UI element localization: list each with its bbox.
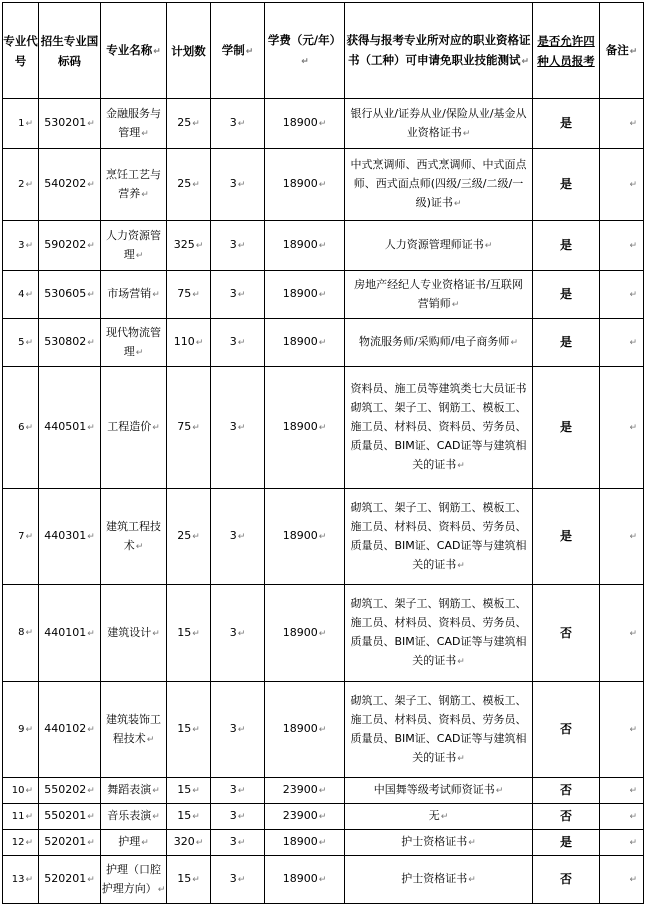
note-cell [600, 319, 644, 367]
national-code-cell: 440102↵ [39, 682, 101, 778]
plan-cell: 15↵ [167, 585, 211, 682]
paragraph-mark: ↵ [87, 786, 95, 796]
paragraph-mark: ↵ [25, 337, 33, 348]
paragraph-mark: ↵ [25, 531, 33, 542]
paragraph-mark: ↵ [629, 838, 637, 848]
paragraph-mark: ↵ [237, 725, 246, 735]
national-code-cell: 440101↵ [39, 585, 101, 682]
row-number: 6↵ [3, 367, 39, 489]
table-row [3, 804, 644, 830]
tuition-cell: 18900↵ [265, 99, 345, 149]
paragraph-mark: ↵ [141, 838, 149, 848]
paragraph-mark: ↵ [237, 338, 246, 348]
paragraph-mark: ↵ [192, 290, 200, 300]
header-years: 学制↵ [211, 3, 265, 99]
national-code-cell: 520201↵ [39, 830, 101, 856]
allow-cell: 是 [533, 489, 600, 585]
major-name-cell: 建筑设计↵ [101, 585, 167, 682]
paragraph-mark: ↵ [245, 46, 254, 57]
certificate-cell: 砌筑工、架子工、钢筋工、模板工、施工员、材料员、资料员、劳务员、质量员、BIM证、CAD证等与建筑相关的证书↵ [345, 585, 533, 682]
paragraph-mark: ↵ [25, 874, 33, 885]
paragraph-mark: ↵ [87, 838, 95, 848]
allow-cell: 是 [533, 99, 600, 149]
major-name-cell: 建筑工程技术↵ [101, 489, 167, 585]
paragraph-mark: ↵ [87, 180, 95, 190]
years-cell: 3↵ [211, 271, 265, 319]
allow-cell: 是 [533, 271, 600, 319]
paragraph-mark: ↵ [192, 628, 200, 639]
table-row [3, 271, 644, 319]
allow-cell: 是 [533, 149, 600, 221]
tuition-cell: 23900↵ [265, 778, 345, 804]
paragraph-mark: ↵ [318, 875, 327, 885]
major-name-cell: 人力资源管理↵ [101, 221, 167, 271]
paragraph-mark: ↵ [462, 128, 471, 139]
tuition-cell: 18900↵ [265, 149, 345, 221]
allow-cell: 否 [533, 778, 600, 804]
paragraph-mark: ↵ [453, 199, 462, 209]
paragraph-mark: ↵ [318, 628, 327, 639]
national-code-cell: 590202↵ [39, 221, 101, 271]
paragraph-mark: ↵ [318, 532, 327, 542]
paragraph-mark: ↵ [495, 786, 504, 796]
row-number: 3↵ [3, 221, 39, 271]
plan-cell: 110↵ [167, 319, 211, 367]
paragraph-mark: ↵ [237, 786, 246, 796]
paragraph-mark: ↵ [318, 119, 327, 129]
years-cell: 3↵ [211, 585, 265, 682]
years-cell: 3↵ [211, 99, 265, 149]
paragraph-mark: ↵ [521, 56, 530, 67]
paragraph-mark: ↵ [87, 119, 95, 129]
note-cell [600, 149, 644, 221]
years-cell: 3↵ [211, 804, 265, 830]
plan-cell: 320↵ [167, 830, 211, 856]
paragraph-mark: ↵ [237, 180, 246, 190]
tuition-cell: 18900↵ [265, 830, 345, 856]
paragraph-mark: ↵ [192, 786, 200, 796]
tuition-cell: 18900↵ [265, 319, 345, 367]
note-cell [600, 221, 644, 271]
paragraph-mark: ↵ [629, 812, 637, 822]
tuition-cell: 18900↵ [265, 682, 345, 778]
paragraph-mark: ↵ [318, 812, 327, 822]
years-cell: 3↵ [211, 319, 265, 367]
paragraph-mark: ↵ [629, 725, 637, 735]
major-name-cell: 建筑装饰工程技术↵ [101, 682, 167, 778]
certificate-cell: 银行从业/证券从业/保险从业/基金从业资格证书↵ [345, 99, 533, 149]
paragraph-mark: ↵ [629, 119, 637, 129]
national-code-cell: 540202↵ [39, 149, 101, 221]
paragraph-mark: ↵ [237, 423, 246, 433]
paragraph-mark: ↵ [87, 628, 95, 639]
paragraph-mark: ↵ [629, 532, 637, 542]
table-row [3, 778, 644, 804]
paragraph-mark: ↵ [318, 338, 327, 348]
paragraph-mark: ↵ [457, 461, 465, 471]
major-name-cell: 金融服务与管理↵ [101, 99, 167, 149]
paragraph-mark: ↵ [457, 560, 465, 571]
paragraph-mark: ↵ [135, 541, 144, 552]
paragraph-mark: ↵ [237, 628, 246, 639]
header-name: 专业名称↵ [101, 3, 167, 99]
major-name-cell: 舞蹈表演↵ [101, 778, 167, 804]
plan-cell: 15↵ [167, 804, 211, 830]
allow-cell: 否 [533, 856, 600, 904]
table-row [3, 682, 644, 778]
paragraph-mark: ↵ [629, 241, 637, 251]
note-cell [600, 271, 644, 319]
header-plan: 计划数 [167, 3, 211, 99]
certificate-cell: 中式烹调师、西式烹调师、中式面点师、西式面点师(四级/三级/二级/一级)证书↵ [345, 149, 533, 221]
note-cell [600, 830, 644, 856]
certificate-cell: 无↵ [345, 804, 533, 830]
paragraph-mark: ↵ [468, 838, 476, 848]
paragraph-mark: ↵ [440, 812, 449, 822]
note-cell [600, 99, 644, 149]
table-row [3, 99, 644, 149]
paragraph-mark: ↵ [87, 725, 95, 735]
table-row [3, 856, 644, 904]
paragraph-mark: ↵ [87, 241, 95, 251]
paragraph-mark: ↵ [152, 786, 160, 796]
paragraph-mark: ↵ [318, 180, 327, 190]
paragraph-mark: ↵ [484, 241, 493, 251]
table-row [3, 319, 644, 367]
allow-cell: 是 [533, 367, 600, 489]
table-row [3, 830, 644, 856]
allow-cell: 否 [533, 585, 600, 682]
paragraph-mark: ↵ [25, 785, 33, 796]
tuition-cell: 18900↵ [265, 367, 345, 489]
paragraph-mark: ↵ [135, 347, 144, 358]
table-body [3, 99, 644, 904]
row-number: 2↵ [3, 149, 39, 221]
allow-cell: 否 [533, 804, 600, 830]
plan-cell: 75↵ [167, 367, 211, 489]
tuition-cell: 18900↵ [265, 489, 345, 585]
paragraph-mark: ↵ [87, 290, 95, 300]
row-number: 5↵ [3, 319, 39, 367]
paragraph-mark: ↵ [192, 423, 200, 433]
note-cell [600, 682, 644, 778]
header-certificate: 获得与报考专业所对应的职业资格证书（工种）可申请免职业技能测试↵ [345, 3, 533, 99]
note-cell [600, 585, 644, 682]
certificate-cell: 护士资格证书↵ [345, 830, 533, 856]
paragraph-mark: ↵ [629, 290, 637, 300]
plan-cell: 25↵ [167, 149, 211, 221]
row-number: 1↵ [3, 99, 39, 149]
plan-cell: 15↵ [167, 682, 211, 778]
row-number: 10↵ [3, 778, 39, 804]
paragraph-mark: ↵ [629, 338, 637, 348]
note-cell [600, 778, 644, 804]
paragraph-mark: ↵ [237, 119, 246, 129]
note-cell [600, 367, 644, 489]
paragraph-mark: ↵ [629, 786, 637, 796]
enrollment-table [2, 2, 644, 904]
paragraph-mark: ↵ [146, 734, 155, 745]
paragraph-mark: ↵ [192, 180, 200, 190]
paragraph-mark: ↵ [192, 119, 200, 129]
paragraph-mark: ↵ [25, 811, 33, 822]
national-code-cell: 550201↵ [39, 804, 101, 830]
major-name-cell: 烹饪工艺与营养↵ [101, 149, 167, 221]
table-row [3, 149, 644, 221]
paragraph-mark: ↵ [195, 838, 204, 848]
tuition-cell: 23900↵ [265, 804, 345, 830]
paragraph-mark: ↵ [25, 724, 33, 735]
major-name-cell: 工程造价↵ [101, 367, 167, 489]
major-name-cell: 现代物流管理↵ [101, 319, 167, 367]
paragraph-mark: ↵ [25, 118, 33, 129]
allow-cell: 否 [533, 682, 600, 778]
paragraph-mark: ↵ [629, 180, 637, 190]
paragraph-mark: ↵ [25, 422, 33, 433]
national-code-cell: 520201↵ [39, 856, 101, 904]
plan-cell: 25↵ [167, 489, 211, 585]
paragraph-mark: ↵ [152, 423, 160, 433]
paragraph-mark: ↵ [318, 838, 327, 848]
row-number: 8↵ [3, 585, 39, 682]
certificate-cell: 砌筑工、架子工、钢筋工、模板工、施工员、材料员、资料员、劳务员、质量员、BIM证、CAD证等与建筑相关的证书↵ [345, 682, 533, 778]
header-allow: 是否允许四种人员报考 [533, 3, 600, 99]
paragraph-mark: ↵ [87, 875, 95, 885]
table-row [3, 367, 644, 489]
note-cell [600, 489, 644, 585]
paragraph-mark: ↵ [629, 423, 637, 433]
paragraph-mark: ↵ [451, 299, 460, 310]
table-row [3, 221, 644, 271]
row-number: 9↵ [3, 682, 39, 778]
years-cell: 3↵ [211, 489, 265, 585]
header-tuition: 学费（元/年）↵ [265, 3, 345, 99]
row-number: 13↵ [3, 856, 39, 904]
plan-cell: 25↵ [167, 99, 211, 149]
national-code-cell: 530605↵ [39, 271, 101, 319]
header-code: 专业代号 [3, 3, 39, 99]
paragraph-mark: ↵ [237, 812, 246, 822]
tuition-cell: 18900↵ [265, 856, 345, 904]
paragraph-mark: ↵ [153, 46, 161, 57]
paragraph-mark: ↵ [192, 875, 200, 885]
paragraph-mark: ↵ [195, 338, 204, 348]
paragraph-mark: ↵ [629, 46, 638, 57]
years-cell: 3↵ [211, 149, 265, 221]
paragraph-mark: ↵ [457, 753, 465, 764]
paragraph-mark: ↵ [629, 875, 637, 885]
row-number: 11↵ [3, 804, 39, 830]
paragraph-mark: ↵ [135, 250, 144, 261]
table-row [3, 489, 644, 585]
major-name-cell: 音乐表演↵ [101, 804, 167, 830]
paragraph-mark: ↵ [87, 532, 95, 542]
header-row [3, 3, 644, 99]
plan-cell: 15↵ [167, 778, 211, 804]
paragraph-mark: ↵ [141, 189, 149, 200]
years-cell: 3↵ [211, 778, 265, 804]
paragraph-mark: ↵ [629, 628, 637, 639]
paragraph-mark: ↵ [152, 628, 160, 639]
plan-cell: 75↵ [167, 271, 211, 319]
certificate-cell: 中国舞等级考试师资证书↵ [345, 778, 533, 804]
paragraph-mark: ↵ [301, 56, 309, 67]
plan-cell: 15↵ [167, 856, 211, 904]
paragraph-mark: ↵ [510, 338, 518, 348]
paragraph-mark: ↵ [87, 338, 95, 348]
paragraph-mark: ↵ [237, 532, 246, 542]
row-number: 12↵ [3, 830, 39, 856]
row-number: 7↵ [3, 489, 39, 585]
allow-cell: 是 [533, 221, 600, 271]
paragraph-mark: ↵ [152, 812, 160, 822]
years-cell: 3↵ [211, 221, 265, 271]
paragraph-mark: ↵ [457, 657, 465, 667]
header-national-code: 招生专业国标码 [39, 3, 101, 99]
note-cell [600, 856, 644, 904]
paragraph-mark: ↵ [152, 290, 160, 300]
national-code-cell: 440501↵ [39, 367, 101, 489]
national-code-cell: 440301↵ [39, 489, 101, 585]
tuition-cell: 18900↵ [265, 221, 345, 271]
paragraph-mark: ↵ [87, 812, 95, 822]
paragraph-mark: ↵ [237, 290, 246, 300]
header-note: 备注↵ [600, 3, 644, 99]
paragraph-mark: ↵ [192, 725, 200, 735]
paragraph-mark: ↵ [318, 423, 327, 433]
years-cell: 3↵ [211, 856, 265, 904]
years-cell: 3↵ [211, 682, 265, 778]
paragraph-mark: ↵ [87, 423, 95, 433]
certificate-cell: 房地产经纪人专业资格证书/互联网营销师↵ [345, 271, 533, 319]
years-cell: 3↵ [211, 367, 265, 489]
paragraph-mark: ↵ [237, 241, 246, 251]
paragraph-mark: ↵ [157, 884, 166, 895]
certificate-cell: 物流服务师/采购师/电子商务师↵ [345, 319, 533, 367]
certificate-cell: 人力资源管理师证书↵ [345, 221, 533, 271]
paragraph-mark: ↵ [25, 837, 33, 848]
years-cell: 3↵ [211, 830, 265, 856]
certificate-cell: 护士资格证书↵ [345, 856, 533, 904]
paragraph-mark: ↵ [468, 875, 476, 885]
tuition-cell: 18900↵ [265, 271, 345, 319]
paragraph-mark: ↵ [25, 289, 33, 300]
plan-cell: 325↵ [167, 221, 211, 271]
national-code-cell: 530201↵ [39, 99, 101, 149]
major-name-cell: 护理↵ [101, 830, 167, 856]
allow-cell: 是 [533, 319, 600, 367]
paragraph-mark: ↵ [318, 241, 327, 251]
note-cell [600, 804, 644, 830]
paragraph-mark: ↵ [237, 838, 246, 848]
certificate-cell: 砌筑工、架子工、钢筋工、模板工、施工员、材料员、资料员、劳务员、质量员、BIM证、CAD证等与建筑相关的证书↵ [345, 489, 533, 585]
paragraph-mark: ↵ [318, 290, 327, 300]
paragraph-mark: ↵ [237, 875, 246, 885]
national-code-cell: 550202↵ [39, 778, 101, 804]
paragraph-mark: ↵ [141, 128, 149, 139]
national-code-cell: 530802↵ [39, 319, 101, 367]
row-number: 4↵ [3, 271, 39, 319]
paragraph-mark: ↵ [192, 532, 200, 542]
paragraph-mark: ↵ [195, 241, 204, 251]
paragraph-mark: ↵ [25, 628, 33, 638]
paragraph-mark: ↵ [318, 725, 327, 735]
paragraph-mark: ↵ [25, 240, 33, 251]
allow-cell: 是 [533, 830, 600, 856]
paragraph-mark: ↵ [318, 786, 327, 796]
tuition-cell: 18900↵ [265, 585, 345, 682]
major-name-cell: 护理（口腔护理方向）↵ [101, 856, 167, 904]
table-row [3, 585, 644, 682]
paragraph-mark: ↵ [192, 812, 200, 822]
major-name-cell: 市场营销↵ [101, 271, 167, 319]
paragraph-mark: ↵ [25, 179, 33, 190]
certificate-cell: 资料员、施工员等建筑类七大员证书砌筑工、架子工、钢筋工、模板工、施工员、材料员、资料员、劳务员、质量员、BIM证、CAD证等与建筑相关的证书↵ [345, 367, 533, 489]
